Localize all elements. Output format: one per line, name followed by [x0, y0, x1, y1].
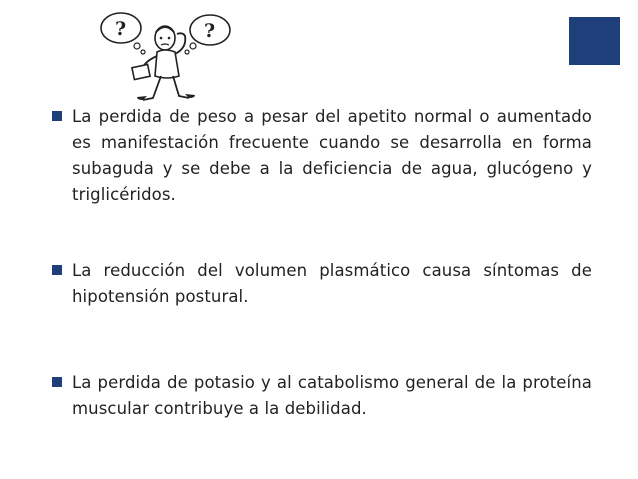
bullet-text: La perdida de peso a pesar del apetito normal o aumentado es manifestación frecuente cuando se desarrolla en forma subaguda y se debe a la deficiencia de agua, glucógeno y triglicéridos.	[72, 107, 592, 204]
question-mark-left: ?	[115, 18, 127, 40]
bullet-item-weight-loss	[52, 104, 592, 208]
question-mark-right: ?	[204, 20, 216, 42]
square-bullet-icon	[52, 111, 62, 121]
bullet-item-potassium-loss	[52, 370, 592, 422]
square-bullet-icon	[52, 377, 62, 387]
accent-square	[569, 17, 620, 65]
confused-person-cartoon-icon	[93, 8, 243, 106]
bullet-text: La reducción del volumen plasmático causa síntomas de hipotensión postural.	[72, 261, 592, 306]
square-bullet-icon	[52, 265, 62, 275]
bullet-item-plasma-volume	[52, 258, 592, 310]
bullet-text: La perdida de potasio y al catabolismo general de la proteína muscular contribuye a la debilidad.	[72, 373, 592, 418]
